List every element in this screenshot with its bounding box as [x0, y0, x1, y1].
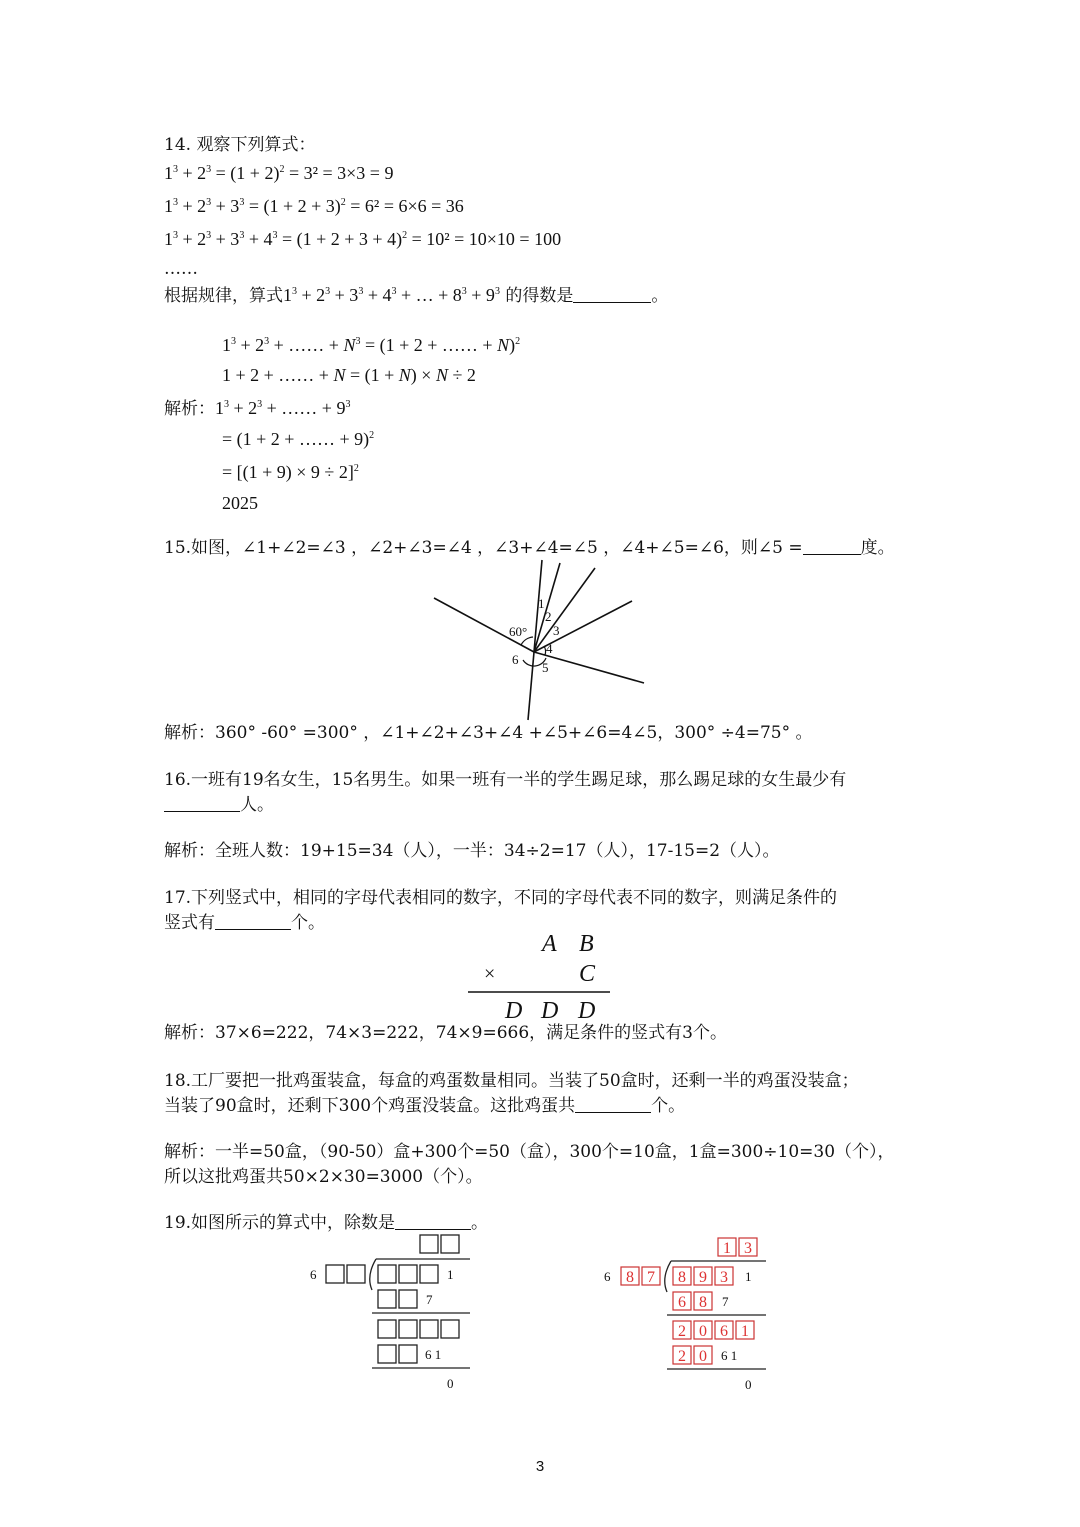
svg-text:0: 0	[699, 1348, 707, 1365]
svg-text:0: 0	[745, 1377, 752, 1392]
label-4: 4	[546, 641, 553, 656]
q18-analysis-line1: 解析：一半=50盒，（90-50）盒+300个=50（盒），300个=10盒，1盒=300÷10=30（个），	[164, 1142, 895, 1162]
svg-text:6: 6	[678, 1294, 686, 1311]
label-2: 2	[545, 609, 552, 624]
svg-text:7: 7	[426, 1292, 433, 1307]
q14-formula-1: $1^3 + 2^3$ + …… + $N^3 = (1 + 2$ + …… + N)$^2$	[222, 335, 521, 355]
q14-analysis-line3: = $[(1 + 9) \times 9 \div 2]^2$	[222, 462, 359, 482]
svg-text:6 1: 6 1	[425, 1347, 442, 1362]
q17-line2: 竖式有 个。	[164, 913, 325, 933]
svg-text:6: 6	[604, 1269, 611, 1284]
letter-B: B	[579, 931, 594, 957]
svg-text:6: 6	[720, 1323, 728, 1340]
label-1: 1	[538, 596, 545, 611]
q14-equation-1: $1^3 + 2^3 = (1 + 2)^2 = 3^2 = 3\times 3 = 9$	[164, 163, 394, 183]
svg-text:1: 1	[447, 1267, 454, 1282]
svg-text:8: 8	[626, 1269, 634, 1286]
svg-text:2: 2	[678, 1348, 686, 1365]
letter-D-3: D	[578, 998, 596, 1024]
label-6: 6	[512, 652, 519, 667]
q17-analysis: 解析：37×6=222，74×3=222，74×9=666，满足条件的竖式有3个。	[164, 1023, 727, 1043]
svg-text:1: 1	[723, 1240, 731, 1257]
q14-equation-2: $1^3 + 2^3 + 3^3 = (1 + 2 + 3)^2 = 6^2 = 6\times 6 = 36$	[164, 196, 464, 216]
svg-text:6 1: 6 1	[721, 1348, 738, 1363]
q14-analysis-line1: 解析：$1^3 + 2^3$ + …… + $9^3$	[164, 398, 351, 419]
svg-text:0: 0	[699, 1323, 707, 1340]
q16-analysis: 解析：全班人数：19+15=34（人），一半：34÷2=17（人），17-15=2（人）。	[164, 841, 780, 861]
times-sign: ×	[484, 963, 496, 985]
q16-line1: 16.一班有19名女生，15名男生。如果一班有一半的学生踢足球，那么踢足球的女生最少有	[164, 770, 847, 790]
page-number: 3	[535, 1458, 545, 1475]
q19-question: 19.如图所示的算式中，除数是 。	[164, 1213, 489, 1233]
label-5: 5	[542, 660, 549, 675]
q18-line1: 18.工厂要把一批鸡蛋装盒，每盒的鸡蛋数量相同。当装了50盒时，还剩一半的鸡蛋没装盒；	[164, 1071, 859, 1091]
svg-text:1: 1	[745, 1269, 752, 1284]
svg-text:8: 8	[699, 1294, 707, 1311]
svg-text:0: 0	[447, 1376, 454, 1391]
q14-answer: 2025	[222, 493, 258, 513]
q14-equation-3: $1^3 + 2^3 + 3^3 + 4^3 = (1 + 2 + 3 + 4)^2 = 10^2 = 10\times 10 = 100$	[164, 229, 562, 249]
svg-text:7: 7	[647, 1269, 655, 1286]
q16-line2: 人。	[164, 794, 274, 816]
letter-A: A	[542, 931, 557, 957]
svg-text:8: 8	[678, 1269, 686, 1286]
q18-analysis-line2: 所以这批鸡蛋共50×2×30=3000（个）。	[164, 1167, 483, 1187]
q14-analysis-line2: = (1 + 2 + …… + 9)$^2$	[222, 429, 375, 449]
letter-C: C	[579, 961, 596, 987]
label-60deg: 60°	[509, 624, 528, 639]
svg-text:1: 1	[741, 1323, 749, 1340]
q17-line1: 17.下列竖式中，相同的字母代表相同的数字，不同的字母代表不同的数字，则满足条件的	[164, 888, 838, 908]
svg-text:3: 3	[744, 1240, 752, 1257]
q15-analysis: 解析：360° -60° =300° ，∠1+∠2+∠3+∠4 +∠5+∠6=4∠5，300° ÷4=75° 。	[164, 723, 813, 743]
letter-D-2: D	[541, 998, 559, 1024]
svg-text:3: 3	[720, 1269, 728, 1286]
q14-title: 14. 观察下列算式：	[164, 135, 316, 155]
letter-D-1: D	[505, 998, 523, 1024]
q15-question: 15.如图，∠1+∠2=∠3 ，∠2+∠3=∠4 ，∠3+∠4=∠5 ，∠4+∠5=∠6，则∠5 = 度。	[164, 538, 895, 558]
label-3: 3	[553, 623, 560, 638]
svg-text:6: 6	[310, 1267, 317, 1282]
svg-text:7: 7	[722, 1294, 729, 1309]
svg-text:9: 9	[699, 1269, 707, 1286]
q14-formula-2: 1 + 2 + …… + N = (1 + N) × N ÷ 2	[222, 365, 476, 385]
q14-question: 根据规律，算式$1^3 + 2^3 + 3^3 + 4^3$ + … + $8^3 + 9^3$ 的得数是 。	[164, 285, 669, 306]
q14-ellipsis: ……	[164, 259, 198, 279]
svg-text:2: 2	[678, 1323, 686, 1340]
q18-line2: 当装了90盒时，还剩下300个鸡蛋没装盒。这批鸡蛋共 个。	[164, 1096, 686, 1116]
